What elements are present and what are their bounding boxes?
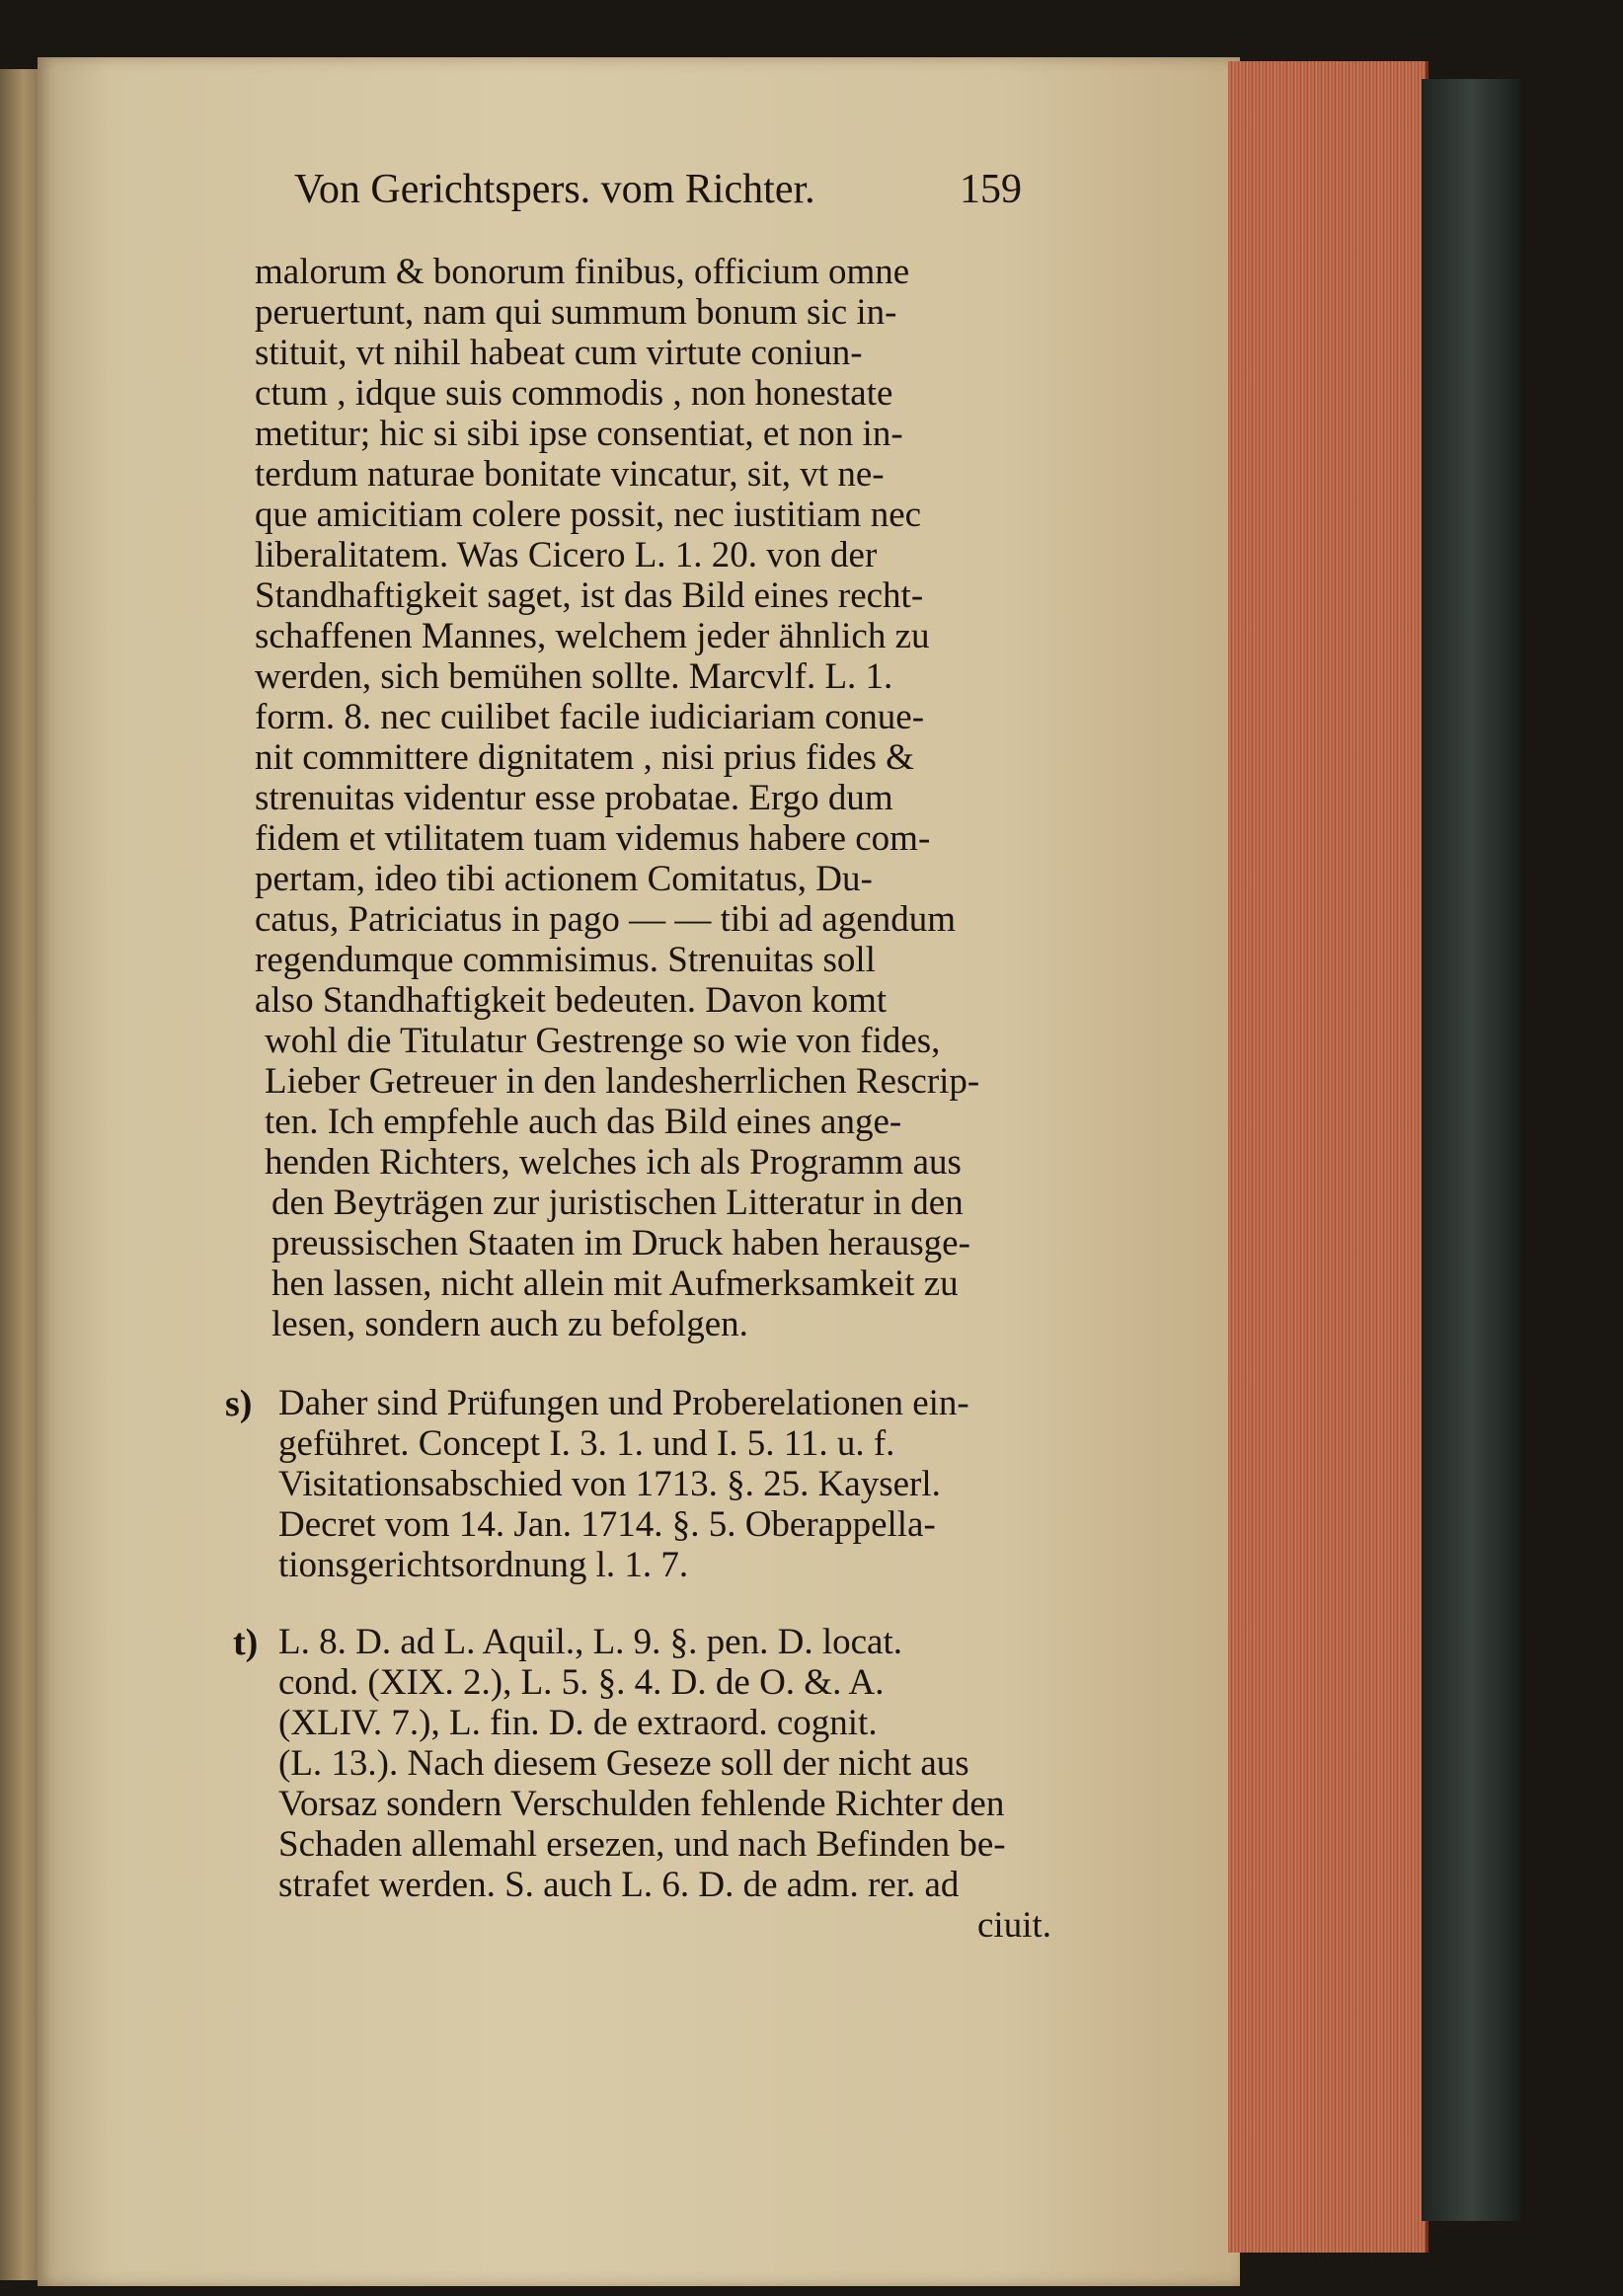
body-line: metitur; hic si sibi ipse consentiat, et non in- <box>255 414 903 454</box>
footnote-line: Vorsaz sondern Verschulden fehlende Richter den <box>278 1784 1005 1824</box>
body-line: also Standhaftigkeit bedeuten. Davon komt <box>255 980 888 1021</box>
footnote-line: tionsgerichtsordnung l. 1. 7. <box>278 1545 689 1585</box>
body-line: Standhaftigkeit saget, ist das Bild eines recht- <box>255 575 924 616</box>
footnote-line: Schaden allemahl ersezen, und nach Befinden be- <box>278 1824 1006 1865</box>
body-line: peruertunt, nam qui summum bonum sic in- <box>255 292 897 333</box>
body-line: strenuitas videntur esse probatae. Ergo dum <box>255 778 893 818</box>
page-number: 159 <box>960 167 1022 212</box>
body-line: malorum & bonorum finibus, officium omne <box>255 252 910 292</box>
body-line: Lieber Getreuer in den landesherrlichen Rescrip- <box>265 1061 980 1102</box>
body-line: werden, sich bemühen sollte. Marcvlf. L. 1. <box>255 656 893 697</box>
body-line: liberalitatem. Was Cicero L. 1. 20. von der <box>255 535 878 575</box>
body-line: catus, Patriciatus in pago — — tibi ad agendum <box>255 899 957 940</box>
body-line: form. 8. nec cuilibet facile iudiciariam conue- <box>255 697 925 737</box>
footnote-marker: s) <box>225 1383 253 1424</box>
footnote-line: ciuit. <box>977 1905 1052 1946</box>
body-line: den Beyträgen zur juristischen Litteratur in den <box>271 1183 964 1223</box>
footnote-line: strafet werden. S. auch L. 6. D. de adm. rer. ad <box>278 1865 960 1905</box>
body-line: schaffenen Mannes, welchem jeder ähnlich zu <box>255 616 930 656</box>
body-line: henden Richters, welches ich als Programm aus <box>265 1142 962 1183</box>
footnote-line: geführet. Concept I. 3. 1. und I. 5. 11. u. f. <box>278 1423 895 1464</box>
body-line: fidem et vtilitatem tuam videmus habere com- <box>255 818 931 859</box>
body-line: preussischen Staaten im Druck haben herausge- <box>271 1223 970 1263</box>
body-line: terdum naturae bonitate vincatur, sit, vt ne- <box>255 454 885 495</box>
body-line: ten. Ich empfehle auch das Bild eines ange- <box>265 1102 902 1142</box>
footnote-line: Visitationsabschied von 1713. §. 25. Kayserl. <box>278 1464 941 1504</box>
footnote-line: (L. 13.). Nach diesem Geseze soll der nicht aus <box>278 1743 969 1784</box>
body-line: pertam, ideo tibi actionem Comitatus, Du- <box>255 859 873 899</box>
body-line: stituit, vt nihil habeat cum virtute coniun- <box>255 333 863 373</box>
footnote-line: L. 8. D. ad L. Aquil., L. 9. §. pen. D. locat. <box>278 1622 902 1662</box>
body-line: hen lassen, nicht allein mit Aufmerksamkeit zu <box>271 1263 959 1304</box>
footnote-marker: t) <box>233 1622 259 1663</box>
running-title: Von Gerichtspers. vom Richter. <box>294 167 815 212</box>
body-line: regendumque commisimus. Strenuitas soll <box>255 940 876 980</box>
footnote-line: cond. (XIX. 2.), L. 5. §. 4. D. de O. &. A. <box>278 1662 885 1703</box>
footnote-line: Decret vom 14. Jan. 1714. §. 5. Oberappella- <box>278 1504 936 1545</box>
footnote-line: Daher sind Prüfungen und Proberelationen ein- <box>278 1383 969 1423</box>
footnote-line: (XLIV. 7.), L. fin. D. de extraord. cognit. <box>278 1703 878 1743</box>
body-line: nit committere dignitatem , nisi prius fides & <box>255 737 914 778</box>
body-line: lesen, sondern auch zu befolgen. <box>271 1304 748 1344</box>
body-line: wohl die Titulatur Gestrenge so wie von fides, <box>265 1021 941 1061</box>
body-line: que amicitiam colere possit, nec iustitiam nec <box>255 495 922 535</box>
body-line: ctum , idque suis commodis , non honestate <box>255 373 893 414</box>
